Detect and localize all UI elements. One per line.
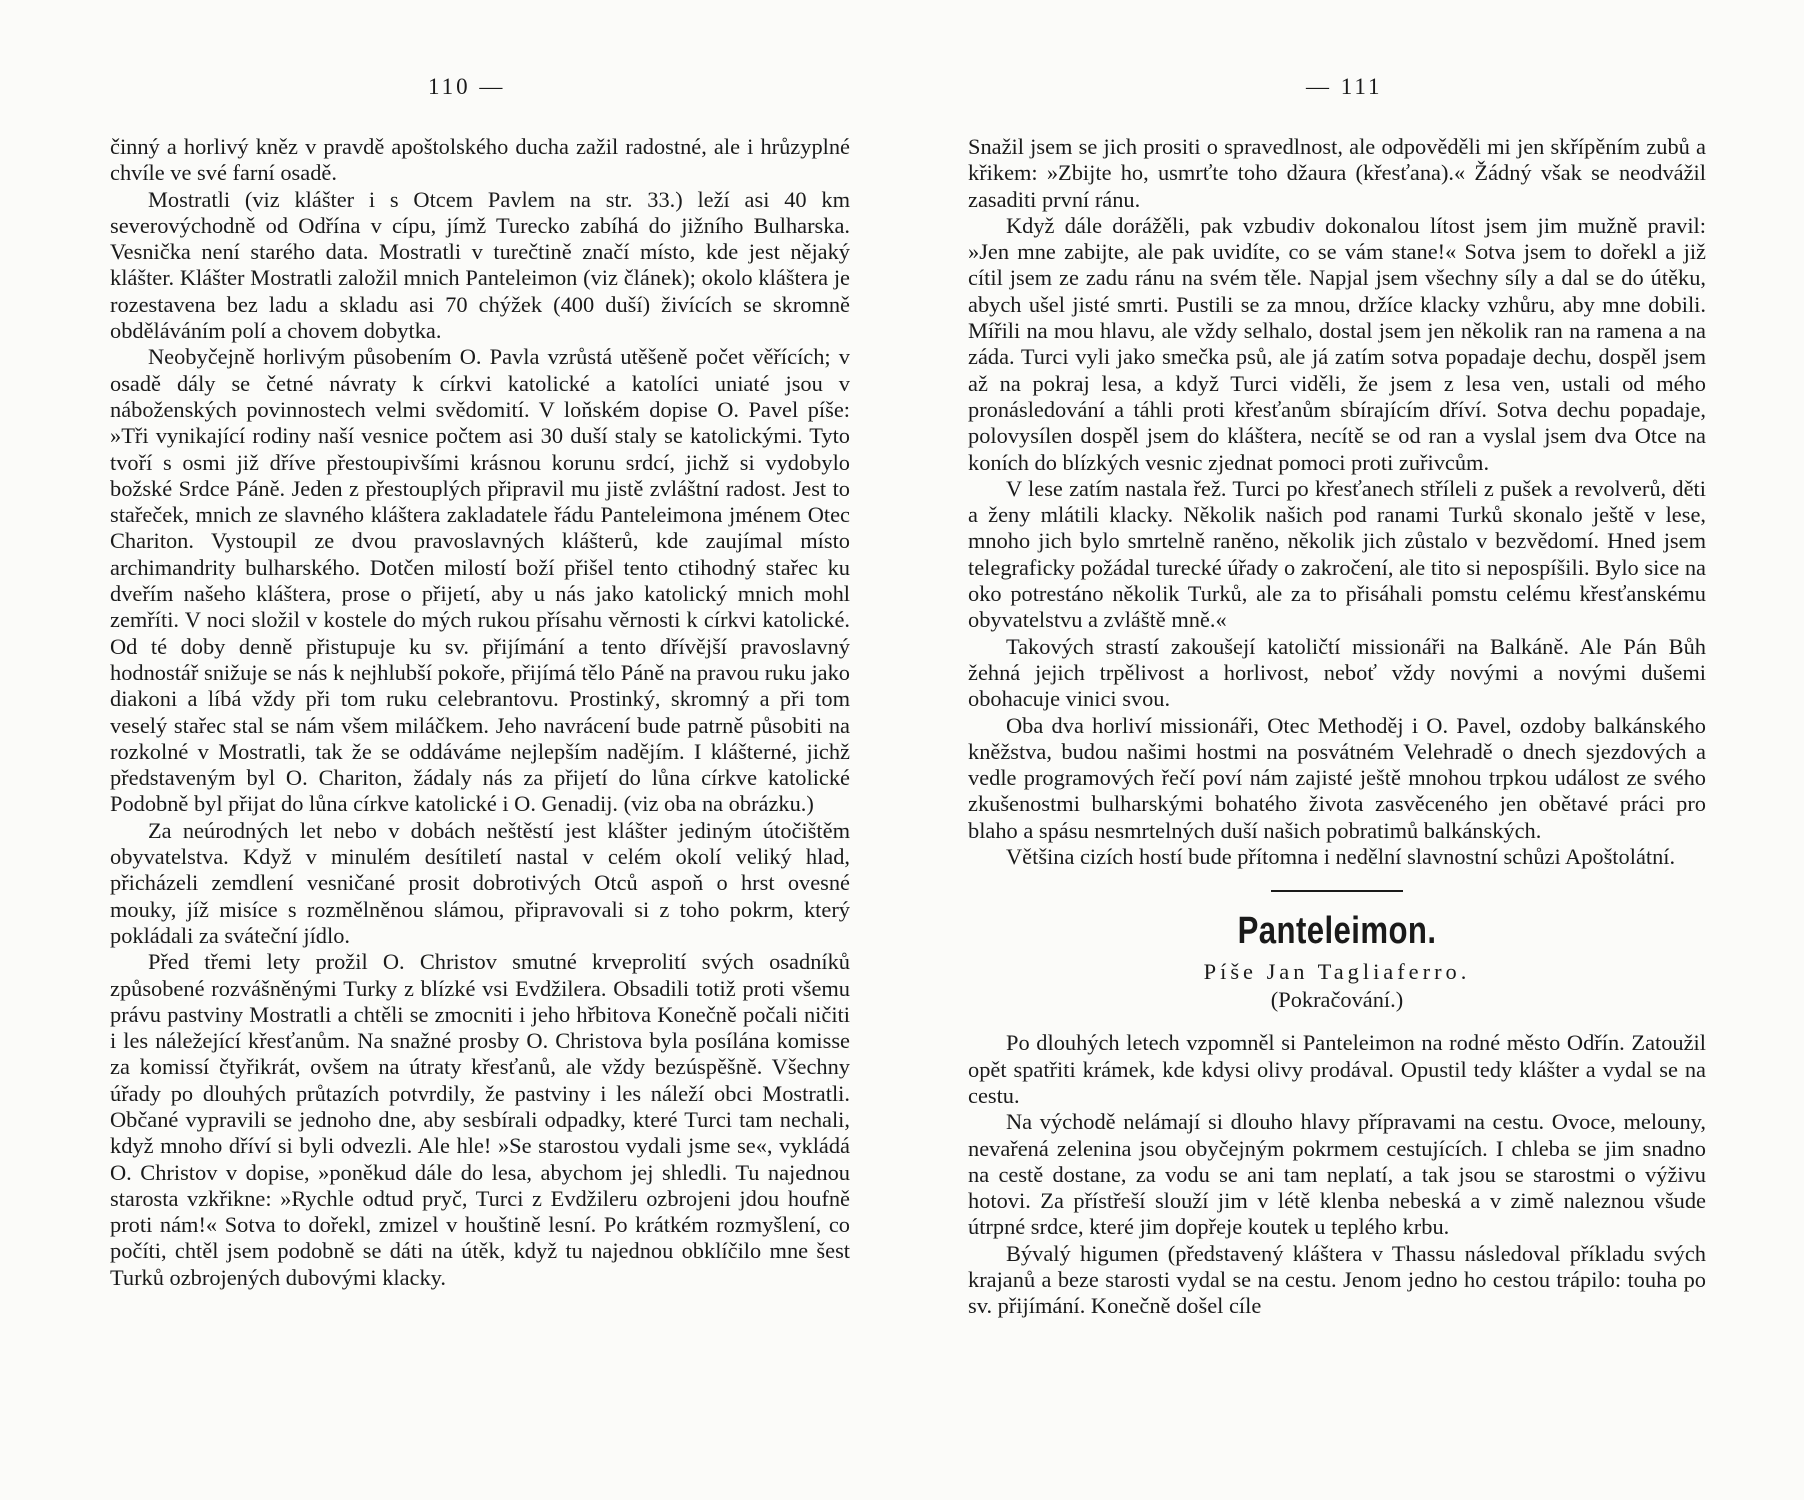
text-column: [968, 134, 1706, 1320]
paragraph: Před třemi lety prožil O. Christov smutné krveprolití svých osadníků způsobené rozvášněnými Turky z blízké vsi Evdžilera. Obsadili totiž proti všemu právu pastviny Mostratli a chtěli se zmocniti i jeho hřbitova Konečně počali ničiti i les náležející křesťanům. Na snažné prosby O. Christova byla posílána komisse za komissí čtyřikrát, ovšem na útraty křesťanů, ale vždy bezúspěšně. Všechny úřady po dlouhých průtazích potvrdily, že pastviny i les náleží obci Mostratli. Občané vypravili se jednoho dne, aby sesbírali odpadky, které Turci tam nechali, když mnoho dříví si byli odvezli. Ale hle! »Se starostou vydali jsme se«, vykládá O. Christov v dopise, »poněkud dále do lesa, abychom jej shledli. Tu najednou starosta vzkřikne: »Rychle odtud pryč, Turci z Evdžileru ozbrojeni jdou houfně proti nám!« Sotva to dořekl, zmizel v houštině lesní. Po krátkém rozmyšlení, co počíti, chtěl jsem podobně se dáti na útěk, když tu najednou obklíčilo mne šest Turků ozbrojených dubovými klacky.: [110, 949, 850, 1290]
section-divider: [1271, 890, 1403, 892]
paragraph: Po dlouhých letech vzpomněl si Panteleimon na rodné město Odřín. Zatoužil opět spatřiti krámek, kde kdysi olivy prodával. Opustil tedy klášter a vydal se na cestu.: [968, 1030, 1706, 1108]
paragraph: Mostratli (viz klášter i s Otcem Pavlem na str. 33.) leží asi 40 km severovýchodně od Odřína v cípu, jímž Turecko zabíhá do jižního Bulharska. Vesnička není starého data. Mostratli v turečtině značí místo, kde jest nějaký klášter. Klášter Mostratli založil mnich Panteleimon (viz článek); okolo kláštera je rozestavena bez ladu a skladu asi 70 chýžek (400 duší) živících se skromně obděláváním polí a chovem dobytka.: [110, 186, 850, 344]
text-column: [110, 134, 850, 1291]
article-title: Panteleimon.: [1237, 910, 1437, 953]
paragraph: Na východě nelámají si dlouho hlavy přípravami na cestu. Ovoce, melouny, nevařená zelenina jsou obyčejným pokrmem cestujících. I chleba se jim snadno na cestě dostane, za vodu se ani tam neplatí, a tak jsou se starostmi o výživu hotovi. Za přístřeší slouží jim v létě klenba nebeská a v zimě naleznou všude útrpné srdce, které jim dopřeje koutek u teplého krbu.: [968, 1109, 1706, 1240]
page-number: — 111: [1306, 74, 1383, 99]
article-byline: Píše Jan Tagliaferro.: [1203, 959, 1471, 985]
paragraph: Neobyčejně horlivým působením O. Pavla vzrůstá utěšeně počet věřících; v osadě dály se četné návraty k církvi katolické a katolíci uniaté jsou v náboženských povinnostech velmi svědomití. V loňském dopise O. Pavel píše: »Tři vynikající rodiny naší vesnice počtem asi 30 duší staly se katolickými. Tyto tvoří s osmi již dříve přestoupivšími krásnou korunu srdcí, jichž si vydobylo božské Srdce Páně. Jeden z přestouplých připravil mu jistě zvláštní radost. Jest to stařeček, mnich ze slavného kláštera zakladatele řádu Panteleimona jménem Otec Chariton. Vystoupil ze dvou pravoslavných klášterů, kde zaujímal místo archimandrity bulharského. Dotčen milostí boží přišel tento ctihodný stařec ku dveřím našeho kláštera, prose o přijetí, aby u nás jako katolický mnich mohl zemříti. V noci složil v kostele do mých rukou přísahu věrnosti k církvi katolické. Od té doby denně přistupuje ku sv. přijímání a tento dřívější pravoslavný hodnostář snižuje se nás k nejhlubší pokoře, přijímá tělo Páně na pravou ruku jako diakoni a líbá vždy při tom ruku celebrantovu. Prostinký, skromný a při tom veselý stařec stal se nám všem miláčkem. Jeho navrácení bude patrně působiti na rozkolné v Mostratli, tak že se oddáváme nejlepším nadějím. I klášterné, jichž představeným byl O. Chariton, žádaly nás za přijetí do lůna církve katolické Podobně byl přijat do lůna církve katolické i O. Genadij. (viz oba na obrázku.): [110, 344, 850, 817]
paragraph: Oba dva horliví missionáři, Otec Methoděj i O. Pavel, ozdoby balkánského kněžstva, budou našimi hostmi na posvátném Velehradě o dnech sjezdových a vedle programových řečí poví nám zajisté ještě mnohou trpkou událost ze svého zkušenostmi bulharskými bohatého života zasvěceného jen obětavé práci pro blaho a spásu nesmrtelných duší našich pobratimů balkánských.: [968, 712, 1706, 843]
paragraph: V lese zatím nastala řež. Turci po křesťanech stříleli z pušek a revolverů, děti a ženy mlátili klacky. Několik našich pod ranami Turků skonalo ještě v lese, mnoho jich bylo smrtelně raněno, několik jich zůstalo v bezvědomí. Hned jsem telegraficky požádal turecké úřady o zakročení, ale tito si nepospíšili. Bylo sice na oko potrestáno několik Turků, ale za to přisáhali pomstu celému křesťanskému obyvatelstvu a zvláště mně.«: [968, 475, 1706, 633]
page-number: 110 —: [428, 74, 506, 99]
paragraph: Když dále dorážěli, pak vzbudiv dokonalou lítost jsem jim mužně pravil: »Jen mne zabijte, ale pak uvidíte, co se vám stane!« Sotva jsem to dořekl a již cítil jsem ze zadu ránu na svém těle. Napjal jsem všechny síly a dal se do útěku, abych ušel jisté smrti. Pustili se za mnou, držíce klacky vzhůru, aby mne dobili. Mířili na mou hlavu, ale vždy selhalo, dostal jsem jen několik ran na ramena a na záda. Turci vyli jako smečka psů, ale já zatím sotva popadaje dechu, dospěl jsem až na pokraj lesa, a když Turci viděli, že jsem z lesa ven, ustali od mého pronásledování a táhli proti křesťanům sbírajícím dříví. Sotva dechu popadaje, polovysílen dospěl jsem do kláštera, necítě se od ran a vyslal jsem dva Otce na koních do blízkých vesnic zjednat pomoci proti zuřivcům.: [968, 212, 1706, 475]
paragraph: Za neúrodných let nebo v dobách neštěstí jest klášter jediným útočištěm obyvatelstva. Když v minulém desítiletí nastal v celém okolí veliký hlad, přicházeli zemdlení vesničané prosit dobrotivých Otců aspoň o hrst ovesné mouky, jíž misíce s rozmělněnou slámou, připravovali si z toho pokrm, který pokládali za sváteční jídlo.: [110, 817, 850, 948]
continuation-note: (Pokračování.): [1270, 987, 1404, 1013]
paragraph: Takových strastí zakoušejí katoličtí missionáři na Balkáně. Ale Pán Bůh žehná jejich trpělivost a horlivost, neboť vždy novými a novými dušemi obohacuje vinici svou.: [968, 633, 1706, 712]
paragraph: Většina cizích hostí bude přítomna i nedělní slavnostní schůzi Apoštolátní.: [1006, 844, 1676, 870]
paragraph: Bývalý higumen (představený kláštera v Thassu následoval příkladu svých krajanů a beze starosti vydal se na cestu. Jenom jedno ho cestou trápilo: touha po sv. přijímání. Konečně došel cíle: [968, 1240, 1706, 1319]
paragraph: Snažil jsem se jich prositi o spravedlnost, ale odpověděli mi jen skřípěním zubů a křikem: »Zbijte ho, usmrťte toho džaura (křesťana).« Žádný však se neodvážil zasaditi první ránu.: [968, 134, 1706, 212]
paragraph: činný a horlivý kněz v pravdě apoštolského ducha zažil radostné, ale i hrůzyplné chvíle ve své farní osadě.: [110, 134, 850, 186]
